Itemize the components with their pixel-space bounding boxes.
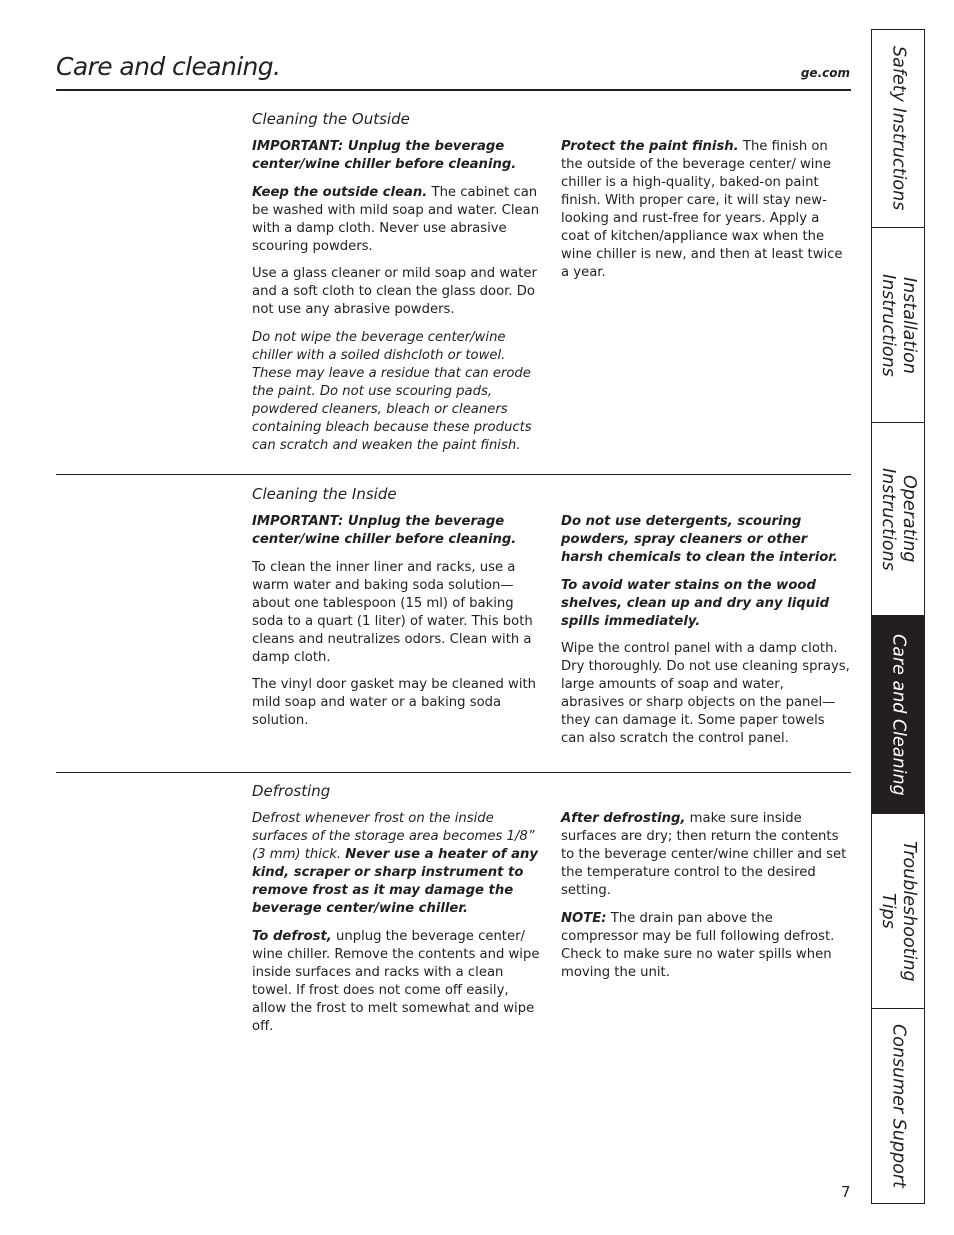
body-text: The vinyl door gasket may be cleaned with mild soap and water or a baking soda solution. bbox=[252, 677, 537, 728]
paragraph bbox=[561, 640, 851, 748]
bold-text: Do not use detergents, scouring powders, spray cleaners or other harsh chemicals to clean the interior. bbox=[561, 514, 838, 565]
paragraph bbox=[252, 329, 540, 455]
left-column bbox=[252, 810, 540, 1045]
body-text: Wipe the control panel with a damp cloth. Dry thoroughly. Do not use cleaning sprays, large amounts of soap and water, abrasives or sharp objects on the panel—they can damage it. Some paper towels can also scratch the control panel. bbox=[561, 641, 850, 746]
page-title: Care and cleaning. bbox=[56, 52, 281, 81]
paragraph bbox=[252, 513, 540, 549]
paragraph bbox=[252, 676, 540, 730]
section-divider bbox=[56, 474, 851, 475]
bold-text: IMPORTANT: Unplug the beverage center/wine chiller before cleaning. bbox=[252, 139, 517, 172]
body-text: unplug the beverage center/ wine chiller. Remove the contents and wipe inside surfaces and racks with a clean towel. If frost does not come off easily, allow the frost to melt somewhat and wipe off. bbox=[252, 928, 540, 1034]
left-column bbox=[252, 513, 540, 740]
tab-troubleshooting-tips[interactable] bbox=[872, 814, 924, 1009]
body-text: Use a glass cleaner or mild soap and water and a soft cloth to clean the glass door. Do not use any abrasive powders. bbox=[252, 266, 537, 317]
bold-text: To defrost, bbox=[252, 928, 332, 944]
paragraph bbox=[252, 265, 540, 319]
body-text: make sure inside surfaces are dry; then return the contents to the beverage center/wine chiller and set the temperature control to the desired setting. bbox=[561, 811, 847, 898]
right-column bbox=[561, 810, 851, 991]
paragraph bbox=[252, 928, 540, 1036]
bold-text: Keep the outside clean. bbox=[252, 184, 428, 200]
tab-label: Care and Cleaning bbox=[888, 633, 909, 796]
left-column bbox=[252, 138, 540, 464]
right-column bbox=[561, 138, 851, 292]
paragraph bbox=[252, 138, 540, 174]
page-number: 7 bbox=[841, 1183, 851, 1201]
section-title: Cleaning the Outside bbox=[252, 110, 410, 128]
paragraph bbox=[252, 810, 540, 918]
bold-text: IMPORTANT: Unplug the beverage center/wine chiller before cleaning. bbox=[252, 514, 517, 547]
section-tabs bbox=[871, 29, 925, 1204]
paragraph bbox=[561, 910, 851, 982]
body-text: To clean the inner liner and racks, use a warm water and baking soda solution—about one tablespoon (15 ml) of baking soda to a quart (1 liter) of water. This both cleans and neutralizes odors. Clean with a damp cloth. bbox=[252, 559, 533, 665]
section-title: Defrosting bbox=[252, 782, 331, 800]
section-title: Cleaning the Inside bbox=[252, 485, 397, 503]
section-divider bbox=[56, 772, 851, 773]
italic-text: Defrost whenever frost on the inside surfaces of the storage area becomes 1/8” (3 mm) thick. bbox=[252, 811, 535, 862]
tab-label: Installation Instructions bbox=[878, 273, 919, 377]
paragraph bbox=[561, 513, 851, 567]
tab-label: Operating Instructions bbox=[878, 467, 919, 571]
bold-text: To avoid water stains on the wood shelves, clean up and dry any liquid spills immediately. bbox=[561, 577, 830, 629]
body-text: The finish on the outside of the beverage center/ wine chiller is a high-quality, baked-on paint finish. With proper care, it will stay new-looking and rust-free for years. Apply a coat of kitchen/appliance wax when the wine chiller is new, and then at least twice a year. bbox=[561, 139, 843, 280]
right-column bbox=[561, 513, 851, 758]
bold-text: Never use a heater of any kind, scraper or sharp instrument to remove frost as it may damage the beverage center/wine chiller. bbox=[252, 847, 538, 916]
bold-text: Protect the paint finish. bbox=[561, 139, 739, 154]
header-rule bbox=[56, 89, 851, 91]
tab-care-and-cleaning[interactable] bbox=[872, 616, 924, 814]
tab-consumer-support[interactable] bbox=[872, 1009, 924, 1203]
tab-label: Safety Instructions bbox=[888, 46, 909, 211]
tab-label: Consumer Support bbox=[888, 1024, 909, 1188]
tab-installation-instructions[interactable] bbox=[872, 228, 924, 423]
bold-text: NOTE: bbox=[561, 910, 607, 926]
paragraph bbox=[252, 559, 540, 667]
bold-text: After defrosting, bbox=[561, 811, 686, 826]
body-text: The cabinet can be washed with mild soap and water. Clean with a damp cloth. Never use abrasive scouring powders. bbox=[252, 184, 540, 254]
paragraph bbox=[561, 577, 851, 631]
paragraph bbox=[561, 138, 851, 282]
italic-text: Do not wipe the beverage center/wine chiller with a soiled dishcloth or towel. These may leave a residue that can erode the paint. Do not use scouring pads, powdered cleaners, bleach or cleaners containing bleach because these products can scratch and weaken the paint finish. bbox=[252, 329, 532, 453]
paragraph bbox=[561, 810, 851, 900]
tab-operating-instructions[interactable] bbox=[872, 423, 924, 616]
website-label: ge.com bbox=[800, 66, 850, 80]
body-text: The drain pan above the compressor may be full following defrost. Check to make sure no water spills when moving the unit. bbox=[561, 910, 835, 980]
paragraph bbox=[252, 184, 540, 256]
tab-label: Troubleshooting Tips bbox=[878, 840, 919, 982]
tab-safety-instructions[interactable] bbox=[872, 30, 924, 228]
